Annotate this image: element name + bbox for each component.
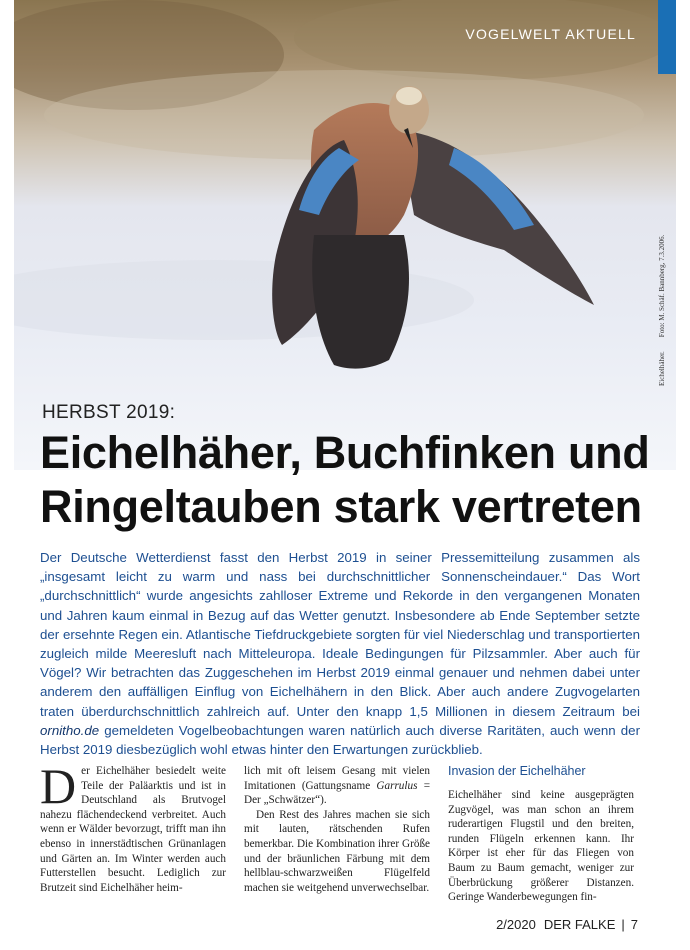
page-number: 7 bbox=[630, 917, 638, 932]
col2-text-a: lich mit oft leisem Gesang mit vielen Imitationen (Gattungsname bbox=[244, 765, 430, 792]
bird-illustration bbox=[14, 0, 676, 470]
col2-paragraph-2: Den Rest des Jahres machen sie sich mit lauten, rätschenden Rufen bemerkbar. Die Kombination ihrer Größe und der bräunlichen Färbung mit dem hellblau-schwarzweißen Flügelfeld machen sie weitgehend unverwechselbar. bbox=[244, 808, 430, 894]
article-lead bbox=[40, 548, 640, 759]
photo-caption: Eichelhäher. bbox=[658, 351, 666, 386]
accent-bar bbox=[658, 0, 676, 74]
col1-text: er Eichelhäher besiedelt weite Teile der Paläarktis und ist in Deutschland als Brutvogel nahezu flächendeckend verbreitet. Auch wenn er Wälder bevorzugt, trifft man ihn ebenso in innerstädtischen Grünanlagen und Gärten an. Im Winter werden auch Futterstellen besucht. Lediglich zur Brutzeit sind Eichelhäher heim- bbox=[40, 765, 226, 894]
lead-text-part2: gemeldeten Vogelbeobachtungen waren natürlich auch diverse Raritäten, auch wenn der Herbst 2019 diesbezüglich wohl etwas hinter den Erwartungen zurückblieb. bbox=[40, 722, 640, 758]
article-headline: Eichelhäher, Buchfinken und Ringeltauben stark vertreten bbox=[40, 427, 650, 532]
eichelhaeher-photo bbox=[14, 0, 676, 470]
article-kicker: HERBST 2019: bbox=[42, 402, 176, 423]
issue-number: 2/2020 bbox=[496, 917, 536, 932]
col2-paragraph-1 bbox=[244, 764, 430, 808]
col3-text: Eichelhäher sind keine ausgeprägten Zugvögel, was man schon an ihrem ruderartigen Flugstil und den breiten, runden Flügeln erkennen kann. Ihr Körper ist eher für das Fliegen von Baum zu Baum gemacht, weniger zur Überbrückung größerer Distanzen. Geringe Wanderbewegungen fin- bbox=[448, 789, 634, 904]
magazine-name: DER FALKE bbox=[543, 917, 616, 932]
photo-credit bbox=[658, 235, 666, 386]
footer-separator: | bbox=[621, 917, 625, 932]
body-column-2 bbox=[244, 764, 430, 895]
section-heading: Invasion der Eichelhäher bbox=[448, 764, 586, 778]
ornitho-link[interactable]: ornitho.de bbox=[40, 722, 100, 738]
page-footer bbox=[496, 917, 638, 932]
section-label: VOGELWELT AKTUELL bbox=[465, 26, 636, 42]
body-column-1 bbox=[40, 758, 226, 895]
drop-cap: D bbox=[40, 758, 77, 814]
body-column-3 bbox=[448, 764, 634, 905]
col2-text-b: = Der „Schwätzer“). bbox=[244, 779, 431, 807]
lead-text-part1: Der Deutsche Wetterdienst fasst den Herbst 2019 in seiner Pressemitteilung zusammen als „insgesamt leicht zu warm und nass bei durchschnittlicher Sonnenscheindauer.“ Das Wort „durchschnittlich“ wurde angesichts zahlloser Extreme und Rekorde in den vergangenen Monaten und Jahren kaum einmal in Bezug auf das Wetter genutzt. Insbesondere ab Ende September setzte der ersehnte Regen ein. Atlantische Tiefdruckgebiete sorgten für viel Niederschlag und transportierten zugleich milde Meeresluft nach Mitteleuropa. Ideale Bedingungen für Pilzsammler. Aber auch für Vögel? Wir betrachten das Zuggeschehen im Herbst 2019 einmal genauer und nehmen dabei unter anderem den auffälligen Einflug von Eichelhähern in den Blick. Aber auch andere Zugvogelarten traten überdurchschnittlich zahlreich auf. Unter den knapp 1,5 Millionen in diesem Zeitraum bei bbox=[40, 550, 640, 719]
photo-source: Foto: M. Schäf. Bannberg, 7.3.2006. bbox=[658, 234, 666, 338]
genus-name: Garrulus bbox=[376, 779, 418, 792]
